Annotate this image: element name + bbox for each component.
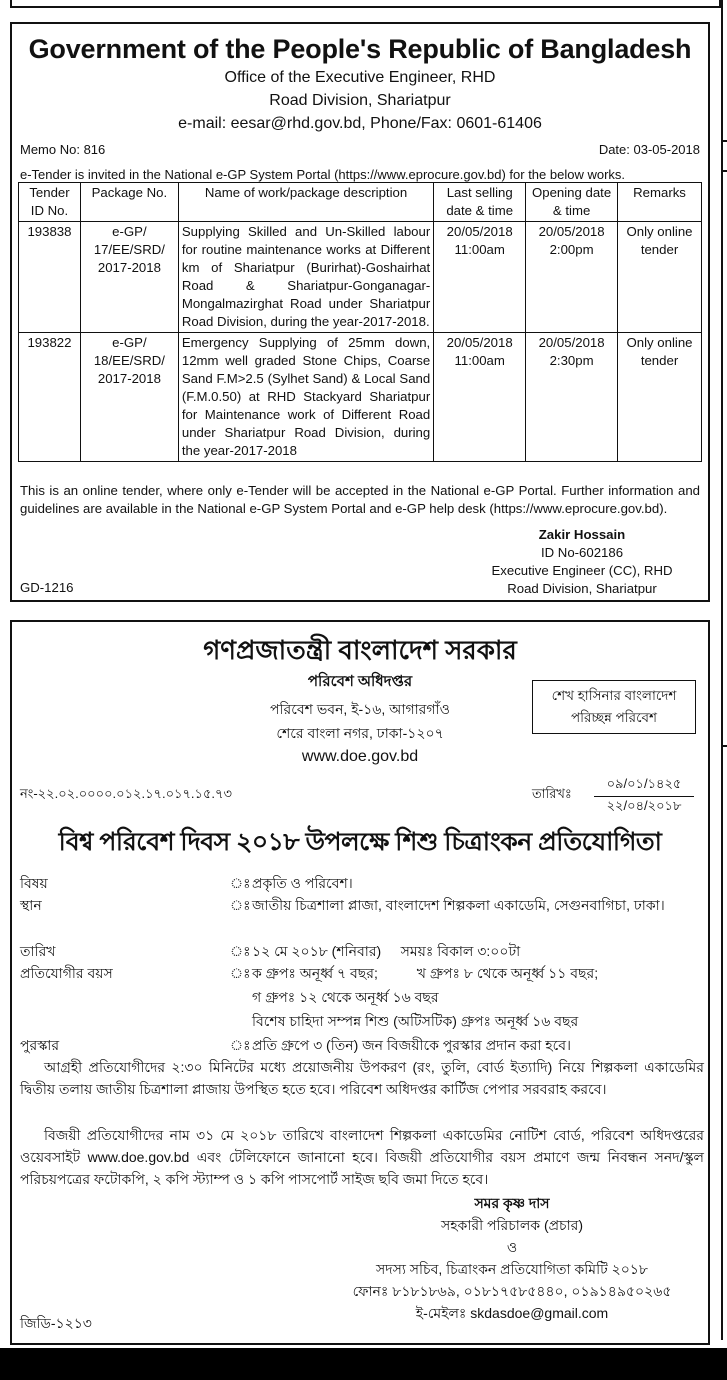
tender-invitation: e-Tender is invited in the National e-GP System Portal (https://www.eprocure.gov.bd) for the below works.	[20, 167, 626, 182]
prize-label: পুরস্কার	[20, 1037, 60, 1053]
paragraph-1: আগ্রহী প্রতিযোগীদের ২:৩০ মিনিটের মধ্যে প্রয়োজনীয় উপকরণ (রং, তুলি, বোর্ড ইত্যাদি) নিয়ে শিল্পকলা একাডেমির দ্বিতীয় তলায় জাতীয় চিত্রশালা প্লাজায় উপস্থিত হতে হবে। পরিবেশ অধিদপ্তর কার্টিজ পেপার সরবরাহ করবে।	[20, 1059, 704, 1097]
email: ই-মেইলঃ skdasdoe@gmail.com	[415, 1305, 609, 1321]
prize-value: প্রতি গ্রুপে ৩ (তিন) জন বিজয়ীকে পুরস্কার প্রদান করা হবে।	[252, 1037, 572, 1053]
remarks: Only online tender	[618, 333, 702, 462]
remarks: Only online tender	[618, 222, 702, 333]
opening: 20/05/2018 2:30pm	[526, 333, 618, 462]
table-header-row	[19, 183, 702, 222]
paragraph-2: বিজয়ী প্রতিযোগীদের নাম ৩১ মে ২০১৮ তারিখে বাংলাদেশ শিল্পকলা একাডেমির নোটিশ বোর্ড, পরিবেশ অধিদপ্তরের ওয়েবসাইট www.doe.gov.bd এবং টেলিফোনে জানানো হবে। বিজয়ী প্রতিযোগীর বয়স প্রমাণে জন্ম নিবন্ধন সনদ/স্কুল পরিচয়পত্রের ফটোকপি, ২ কপি স্ট্যাম্প ও ১ কপি পাসপোর্ট সাইজ ছবি জমা দিতে হবে।	[20, 1127, 704, 1187]
slogan-line-1: শেখ হাসিনার বাংলাদেশ	[551, 688, 677, 703]
adjacent-column-edge	[721, 0, 727, 1340]
english-date: ২২/০৪/২০১৮	[606, 798, 682, 813]
headline: বিশ্ব পরিবেশ দিবস ২০১৮ উপলক্ষে শিশু চিত্রাংকন প্রতিযোগিতা	[58, 828, 662, 856]
division-name: Road Division, Shariatpur	[269, 92, 451, 109]
work-description: Supplying Skilled and Un-Skilled labour for routine maintenance works at Different km of Shariatpur (Burirhat)-Goshairhat Road & Shariatpur-Gonganagar-Mongalmazirghat Road under Shariatpur Road Division, during the year-2017-2018.	[178, 222, 433, 333]
office-name: Office of the Executive Engineer, RHD	[224, 69, 496, 86]
bottom-black-band	[0, 1348, 727, 1380]
age-label: প্রতিযোগীর বয়স	[20, 965, 113, 981]
doe-drawing-competition-notice	[10, 620, 710, 1345]
phone-numbers: ফোনঃ ৮১৮১৮৬৯, ০১৮১৭৫৮৫৪৪০, ০১৯১৪৯৫০২৬৫	[352, 1283, 672, 1299]
signatory-office: Road Division, Shariatpur	[507, 581, 657, 596]
header-last-selling: Last selling date & time	[434, 183, 526, 222]
tender-table	[18, 182, 702, 462]
notice-title: Government of the People's Republic of Bangladesh	[28, 34, 692, 64]
place-label: স্থান	[20, 897, 42, 913]
rhd-tender-notice	[10, 22, 710, 602]
header-tender-id: Tender ID No.	[19, 183, 81, 222]
separator: ঃ	[230, 943, 251, 959]
table-row	[19, 333, 702, 462]
signatory-title-2: সদস্য সচিব, চিত্রাংকন প্রতিযোগিতা কমিটি ২০১৮	[376, 1261, 648, 1277]
tender-footnote: This is an online tender, where only e-Tender will be accepted in the National e-GP Portal. Further information and guidelines are available in the National e-GP System Portal and e-GP help desk (https://www.eprocure.gov.bd).	[20, 483, 700, 516]
memo-number: নং-২২.০২.০০০০.০১২.১৭.০১৭.১৫.৭৩	[20, 786, 232, 801]
header-package: Package No.	[80, 183, 178, 222]
age-value-2: গ গ্রুপঃ ১২ থেকে অনূর্ধ্ব ১৬ বছর	[252, 989, 439, 1005]
signatory-name: Zakir Hossain	[538, 527, 626, 542]
slogan-box	[532, 680, 696, 734]
header-remarks: Remarks	[618, 183, 702, 222]
date-label: তারিখঃ	[532, 786, 572, 801]
separator: ঃ	[230, 875, 251, 891]
opening: 20/05/2018 2:00pm	[526, 222, 618, 333]
subject-value: প্রকৃতি ও পরিবেশ।	[252, 875, 353, 891]
package-no: e-GP/ 18/EE/SRD/ 2017-2018	[80, 333, 178, 462]
date-value: ১২ মে ২০১৮ (শনিবার) সময়ঃ বিকাল ৩:০০টা	[252, 943, 521, 959]
gd-number: GD-1216	[20, 580, 74, 595]
address-line-1: পরিবেশ ভবন, ই-১৬, আগারগাঁও	[270, 701, 450, 717]
table-row	[19, 222, 702, 333]
address-line-2: শেরে বাংলা নগর, ঢাকা-১২০৭	[276, 725, 444, 741]
tender-id: 193822	[19, 333, 81, 462]
last-selling: 20/05/2018 11:00am	[434, 333, 526, 462]
bangla-date: ০৯/০১/১৪২৫	[594, 775, 694, 797]
previous-notice-edge	[0, 0, 727, 22]
signature-block	[482, 526, 682, 598]
age-value-1: ক গ্রুপঃ অনূর্ধ্ব ৭ বছর; খ গ্রুপঃ ৮ থেকে অনূর্ধ্ব ১১ বছর;	[252, 965, 599, 981]
notice-date: Date: 03-05-2018	[598, 142, 700, 157]
tender-id: 193838	[19, 222, 81, 333]
notice-title: গণপ্রজাতন্ত্রী বাংলাদেশ সরকার	[203, 635, 517, 665]
signatory-and: ও	[506, 1239, 518, 1255]
age-row	[20, 962, 710, 1042]
work-description: Emergency Supplying of 25mm down, 12mm well graded Stone Chips, Coarse Sand F.M>2.5 (Sylhet Sand) & Local Sand (F.M.0.50) at RHD Stackyard Shariatpur for Maintenance work of Different Road under Shariatpur Road Division, during the year-2017-2018	[178, 333, 433, 462]
signature-block	[322, 1192, 702, 1324]
signatory-id: ID No-602186	[540, 545, 624, 560]
memo-number: Memo No: 816	[20, 142, 106, 157]
subject-label: বিষয়	[20, 875, 48, 891]
date-label: তারিখ	[20, 943, 56, 959]
place-value: জাতীয় চিত্রশালা প্লাজা, বাংলাদেশ শিল্পকলা একাডেমি, সেগুনবাগিচা, ঢাকা।	[252, 897, 665, 913]
last-selling: 20/05/2018 11:00am	[434, 222, 526, 333]
contact-line: e-mail: eesar@rhd.gov.bd, Phone/Fax: 0601-61406	[178, 115, 542, 132]
header-opening: Opening date & time	[526, 183, 618, 222]
package-no: e-GP/ 17/EE/SRD/ 2017-2018	[80, 222, 178, 333]
signatory-title: সহকারী পরিচালক (প্রচার)	[440, 1217, 584, 1233]
slogan-line-2: পরিচ্ছন্ন পরিবেশ	[570, 710, 658, 725]
department-name: পরিবেশ অধিদপ্তর	[307, 673, 413, 690]
website: www.doe.gov.bd	[301, 748, 419, 765]
signatory-name: সমর কৃষ্ণ দাস	[474, 1195, 550, 1211]
separator: ঃ	[230, 897, 251, 913]
gd-number: জিডি-১২১৩	[20, 1315, 92, 1331]
separator: ঃ	[230, 1037, 251, 1053]
signatory-title: Executive Engineer (CC), RHD	[491, 563, 673, 578]
age-value-3: বিশেষ চাহিদা সম্পন্ন শিশু (অটিসটিক) গ্রুপঃ অনূর্ধ্ব ১৬ বছর	[252, 1013, 579, 1029]
header-description: Name of work/package description	[178, 183, 433, 222]
separator: ঃ	[230, 965, 251, 981]
